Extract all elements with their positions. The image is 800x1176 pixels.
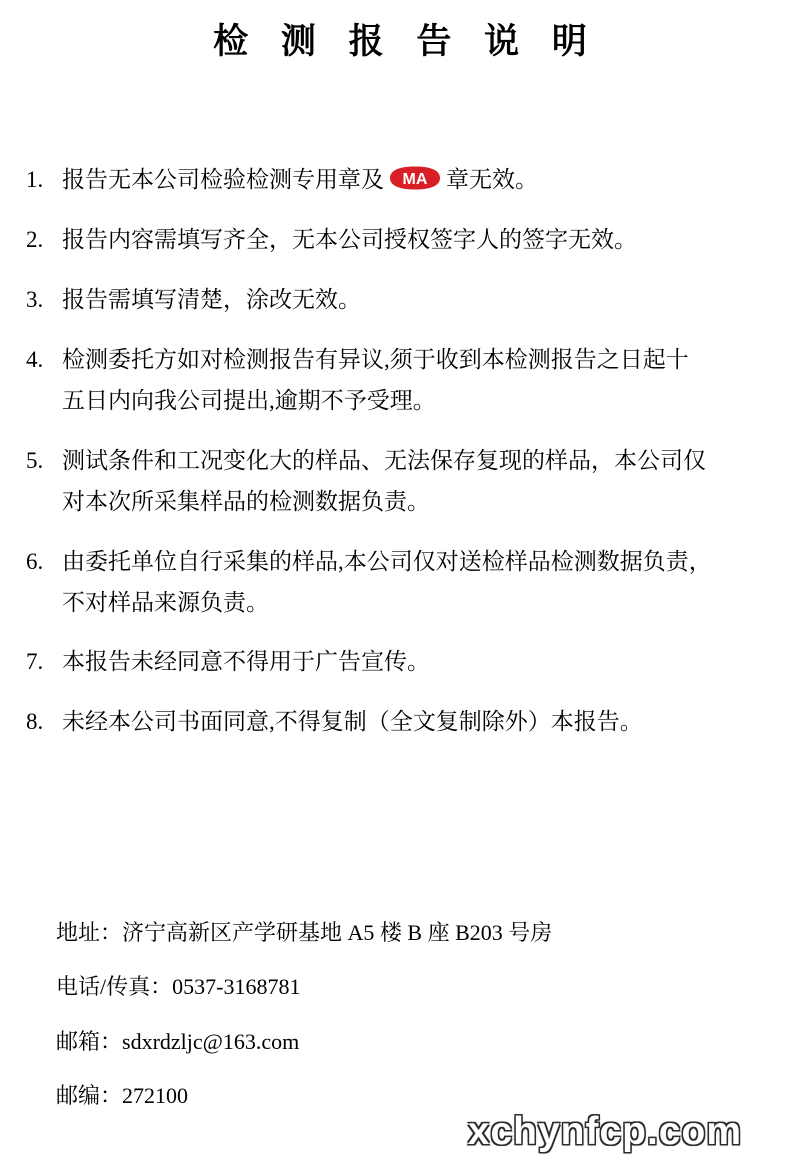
- svg-text:MA: MA: [402, 171, 428, 188]
- clause-text-after-badge: 章无效。: [446, 167, 538, 192]
- postcode-label: 邮编：: [56, 1083, 123, 1109]
- clause-number: 1.: [26, 167, 44, 192]
- clause-number: 4.: [26, 346, 44, 372]
- clause-item: [0, 542, 800, 624]
- email-line: [56, 1029, 800, 1055]
- contact-footer: [0, 920, 800, 1138]
- clause-item: [0, 642, 800, 683]
- clause-list: [0, 160, 800, 743]
- phone-value: 0537-3168781: [172, 974, 301, 1000]
- clause-number: 8.: [26, 709, 44, 735]
- phone-label: 电话/传真：: [56, 974, 173, 1000]
- clause-number: 3.: [26, 286, 44, 312]
- clause-item: [0, 702, 800, 743]
- email-value: sdxrdzljc@163.com: [122, 1028, 300, 1054]
- clause-text: [62, 340, 754, 422]
- postcode-value: 272100: [122, 1083, 189, 1109]
- address-label: 地址：: [56, 920, 123, 945]
- clause-item: [0, 340, 800, 422]
- mma-mark-icon: [387, 165, 443, 191]
- clause-item: [0, 280, 800, 321]
- clause-item: [0, 220, 800, 261]
- email-label: 邮箱：: [56, 1028, 123, 1054]
- clause-text: [62, 160, 754, 201]
- clause-text: 本报告未经同意不得用于广告宣传。: [62, 649, 430, 675]
- clause-item: [0, 160, 800, 201]
- clause-line: 由委托单位自行采集的样品,本公司仅对送检样品检测数据负责，: [62, 548, 712, 574]
- page-title: 检 测 报 告 说 明: [213, 22, 599, 61]
- address-value: 济宁高新区产学研基地 A5 楼 B 座 B203 号房: [122, 920, 553, 945]
- clause-number: 7.: [26, 649, 44, 675]
- clause-line: 不对样品来源负责。: [62, 589, 269, 615]
- clause-number: 5.: [26, 447, 44, 473]
- address-line: [56, 920, 800, 946]
- watermark: xchynfcp.com: [467, 1110, 742, 1153]
- clause-text: [62, 441, 754, 523]
- clause-text: 未经本公司书面同意,不得复制（全文复制除外）本报告。: [62, 709, 643, 735]
- clause-text-before-badge: 报告无本公司检验检测专用章及: [62, 167, 384, 192]
- clause-text: 报告需填写清楚，涂改无效。: [62, 286, 361, 312]
- clause-line: 对本次所采集样品的检测数据负责。: [62, 488, 430, 514]
- clause-line: 测试条件和工况变化大的样品、无法保存复现的样品，本公司仅: [62, 447, 706, 473]
- clause-number: 2.: [26, 226, 44, 252]
- clause-text: 报告内容需填写齐全，无本公司授权签字人的签字无效。: [62, 226, 637, 252]
- clause-line: 五日内向我公司提出,逾期不予受理。: [62, 387, 436, 413]
- postcode-line: [56, 1083, 800, 1109]
- clause-item: [0, 441, 800, 523]
- phone-line: [56, 974, 800, 1000]
- clause-number: 6.: [26, 548, 44, 574]
- clause-line: 检测委托方如对检测报告有异议,须于收到本检测报告之日起十: [62, 346, 689, 372]
- clause-text: [62, 542, 754, 624]
